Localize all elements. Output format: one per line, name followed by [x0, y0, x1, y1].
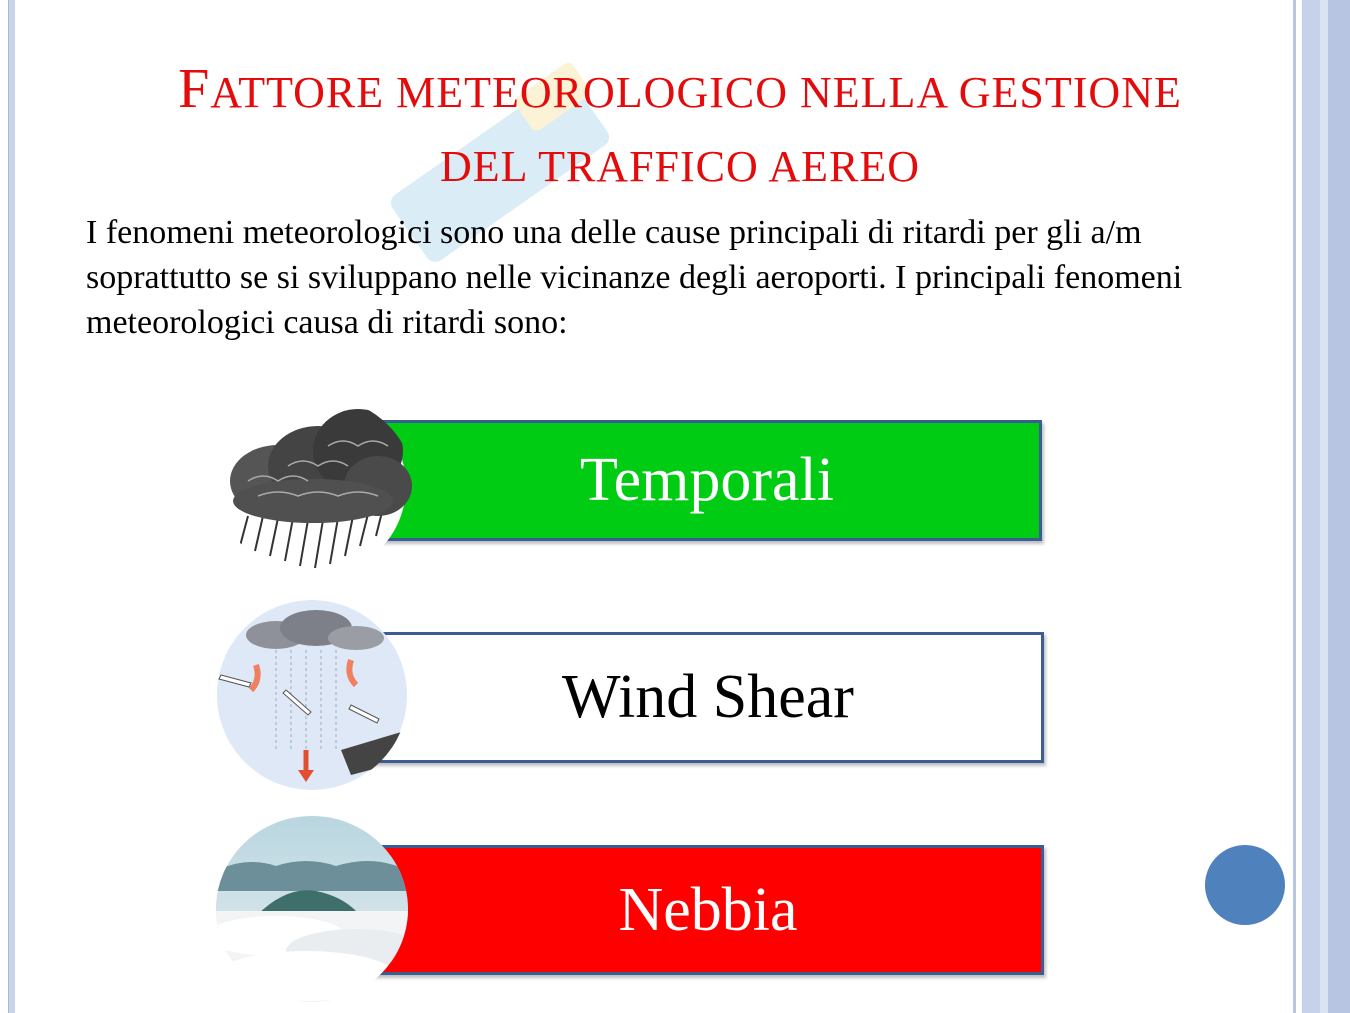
slide-frame-right: [1320, 0, 1328, 1013]
fog-landscape-icon: [216, 816, 408, 1002]
body-paragraph: I fenomeni meteorologici sono una delle cause principali di ritardi per gli a/m soprattutto se si sviluppano nelle vicinanze degli aeroporti. I principali fenomeni meteorologici causa di ritardi sono:: [86, 214, 1183, 341]
slide-frame-left: [8, 0, 15, 1013]
item-label: Temporali: [580, 446, 834, 514]
wind-shear-diagram-icon: [216, 600, 408, 790]
slide-frame-right: [1302, 0, 1320, 1013]
slide-frame-right: [1328, 0, 1350, 1013]
item-nebbia: [372, 845, 1044, 975]
item-temporali: [372, 420, 1042, 541]
storm-cloud-icon: [218, 396, 414, 576]
item-wind-shear: [372, 632, 1044, 763]
decorative-dot: [1205, 845, 1285, 925]
item-label: Wind Shear: [562, 663, 854, 731]
slide-title: FATTORE METEOROLOGICO NELLA GESTIONE DEL TRAFFICO AEREO: [178, 58, 1182, 191]
item-label: Nebbia: [618, 875, 798, 944]
